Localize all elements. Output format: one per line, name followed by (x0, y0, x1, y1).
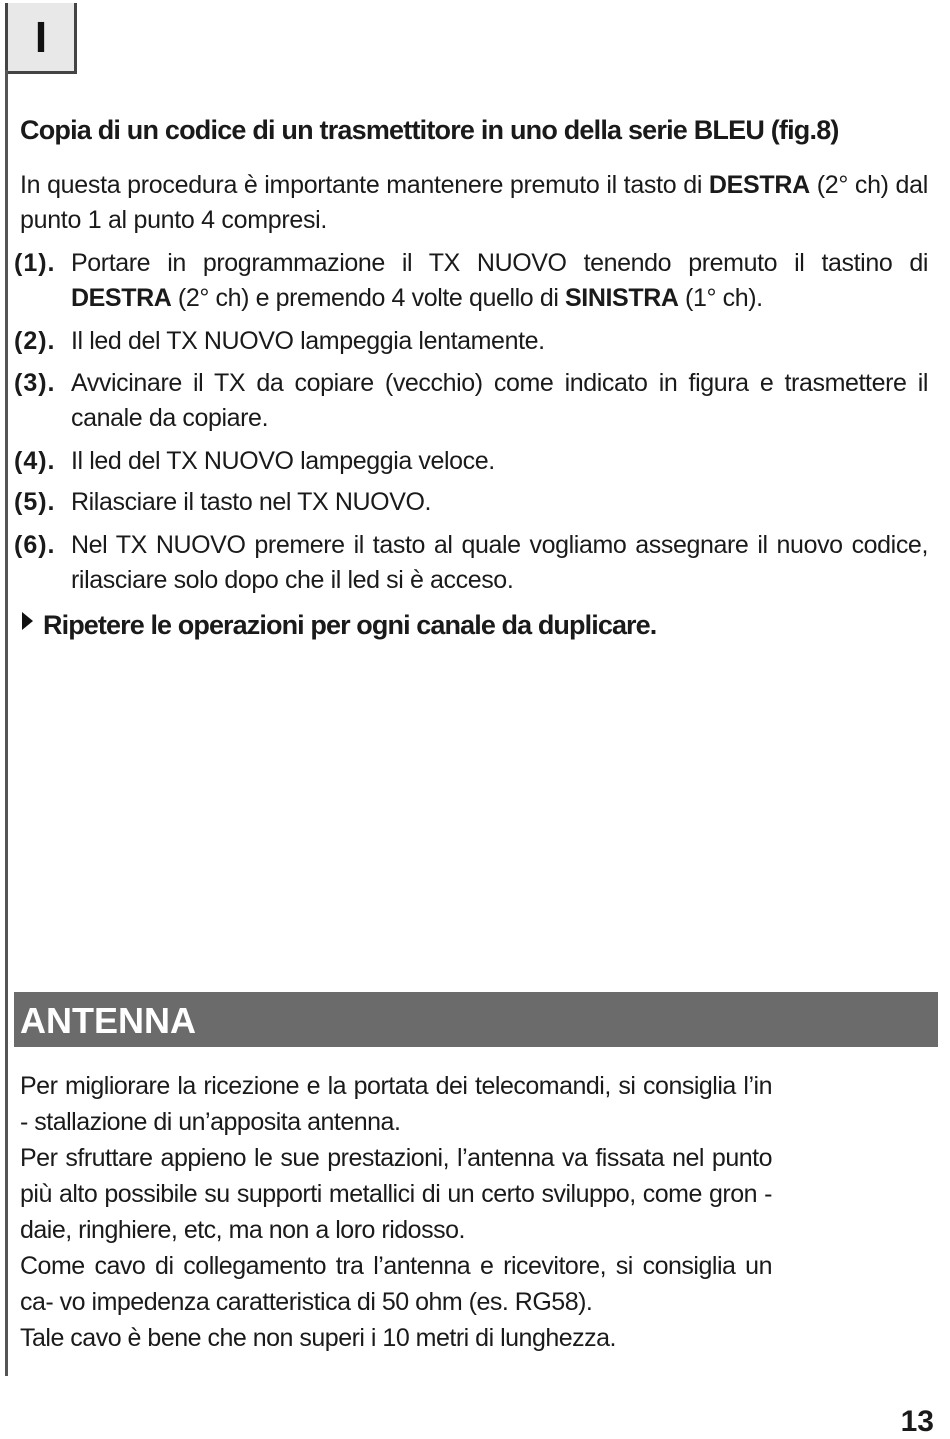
antenna-paragraph: Come cavo di collegamento tra l’antenna e ricevitore, si consiglia un ca- vo impedenza caratteristica di 50 ohm (es. RG58). (20, 1252, 772, 1316)
step-number: (6). (14, 531, 56, 559)
step-3 (14, 366, 928, 436)
antenna-body (20, 1068, 772, 1356)
antenna-paragraph: Per sfruttare appieno le sue prestazioni, l’antenna va fissata nel punto più alto possibile su supporti metallici di un certo sviluppo, come gron - daie, ringhiere, etc, ma non a loro ridosso. (20, 1144, 772, 1244)
section-title: Copia di un codice di un trasmettitore in uno della serie BLEU (fig.8) (20, 115, 839, 145)
repeat-note (22, 610, 656, 641)
page-number: 13 (900, 1405, 934, 1438)
step-4 (14, 444, 928, 479)
language-code: I (34, 13, 48, 62)
step-number: (5). (14, 488, 56, 516)
left-margin-rule (5, 70, 8, 1376)
step-number: (3). (14, 369, 56, 397)
step-5 (14, 485, 928, 520)
triangle-bullet-icon (22, 612, 33, 630)
step-number: (1). (14, 249, 56, 277)
repeat-note-text: Ripetere le operazioni per ogni canale da duplicare. (43, 610, 657, 640)
antenna-paragraph: Tale cavo è bene che non superi i 10 metri di lunghezza. (20, 1324, 616, 1352)
step-number: (4). (14, 447, 56, 475)
antenna-heading: ANTENNA (20, 1000, 196, 1041)
antenna-section-header (14, 992, 938, 1047)
step-text: Il led del TX NUOVO lampeggia veloce. (71, 447, 495, 475)
step-text: Il led del TX NUOVO lampeggia lentamente. (71, 327, 545, 355)
step-2 (14, 324, 928, 359)
antenna-paragraph: Per migliorare la ricezione e la portata dei telecomandi, si consiglia l’in - stallazione di un’apposita antenna. (20, 1072, 772, 1136)
step-text: Rilasciare il tasto nel TX NUOVO. (71, 488, 432, 516)
step-text: Nel TX NUOVO premere il tasto al quale vogliamo assegnare il nuovo codice, rilasciare solo dopo che il led si è acceso. (71, 531, 928, 594)
step-text: Portare in programmazione il TX NUOVO tenendo premuto il tastino di DESTRA (2° ch) e premendo 4 volte quello di SINISTRA (1° ch). (71, 249, 928, 312)
intro-paragraph: In questa procedura è importante mantenere premuto il tasto di DESTRA (2° ch) dal punto 1 al punto 4 compresi. (20, 171, 928, 234)
step-number: (2). (14, 327, 56, 355)
step-1 (14, 246, 928, 316)
step-text: Avvicinare il TX da copiare (vecchio) come indicato in figura e trasmettere il canale da copiare. (71, 369, 928, 432)
language-tab (5, 3, 77, 74)
step-6 (14, 528, 928, 598)
